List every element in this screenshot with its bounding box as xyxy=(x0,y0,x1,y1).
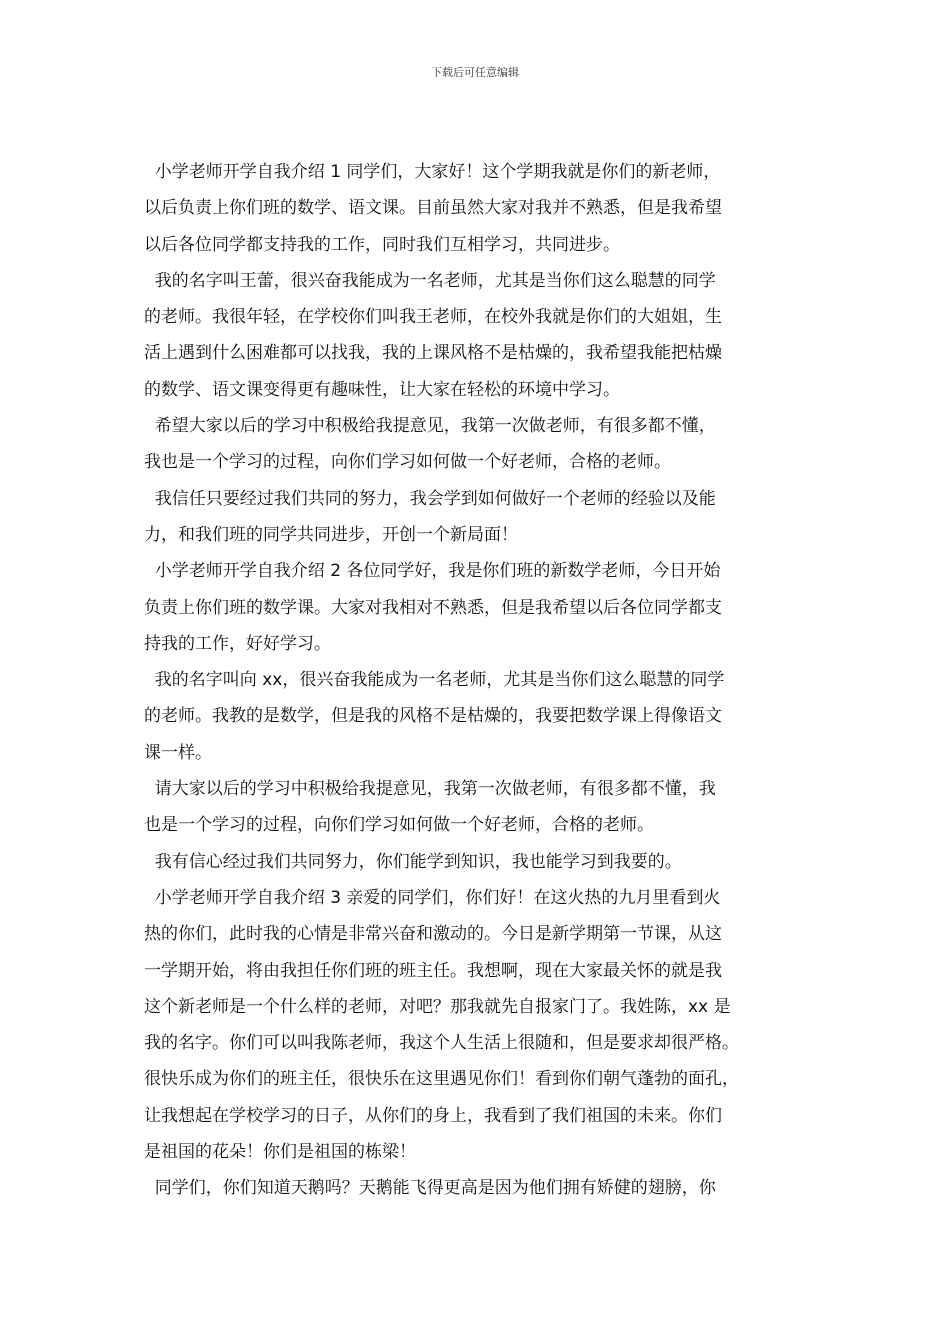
text-line: 负责上你们班的数学课。大家对我相对不熟悉，但是我希望以后各位同学都支 xyxy=(144,597,722,618)
text-line: 的数学、语文课变得更有趣味性，让大家在轻松的环境中学习。 xyxy=(144,379,620,400)
text-line: 课一样。 xyxy=(144,742,212,763)
text-line: 我有信心经过我们共同努力，你们能学到知识，我也能学习到我要的。 xyxy=(144,851,682,872)
text-line: 我的名字叫王蕾，很兴奋我能成为一名老师，尤其是当你们这么聪慧的同学 xyxy=(144,270,716,291)
text-line: 请大家以后的学习中积极给我提意见，我第一次做老师，有很多都不懂，我 xyxy=(144,779,716,800)
text-line: 我的名字。你们可以叫我陈老师，我这个人生活上很随和，但是要求却很严格。 xyxy=(144,1033,739,1054)
document-body xyxy=(144,154,806,1207)
text-line: 以后负责上你们班的数学、语文课。目前虽然大家对我并不熟悉，但是我希望 xyxy=(144,198,722,219)
text-line: 同学们，你们知道天鹅吗？天鹅能飞得更高是因为他们拥有矫健的翅膀，你 xyxy=(144,1178,716,1199)
text-line: 我信任只要经过我们共同的努力，我会学到如何做好一个老师的经验以及能 xyxy=(144,488,716,509)
text-line: 这个新老师是一个什么样的老师，对吧？那我就先自报家门了。我姓陈，xx 是 xyxy=(144,996,731,1017)
text-line: 持我的工作，好好学习。 xyxy=(144,633,331,654)
text-line: 小学老师开学自我介绍 3 亲爱的同学们，你们好！在这火热的九月里看到火 xyxy=(144,887,721,908)
text-line: 很快乐成为你们的班主任，很快乐在这里遇见你们！看到你们朝气蓬勃的面孔， xyxy=(144,1069,739,1090)
text-line: 我的名字叫向 xx，很兴奋我能成为一名老师，尤其是当你们这么聪慧的同学 xyxy=(144,670,725,691)
text-line: 也是一个学习的过程，向你们学习如何做一个好老师，合格的老师。 xyxy=(144,815,654,836)
page-header: 下载后可任意编辑 xyxy=(431,66,519,79)
text-line: 活上遇到什么困难都可以找我，我的上课风格不是枯燥的，我希望我能把枯燥 xyxy=(144,343,722,364)
text-line: 以后各位同学都支持我的工作，同时我们互相学习，共同进步。 xyxy=(144,234,620,255)
text-line: 小学老师开学自我介绍 2 各位同学好，我是你们班的新数学老师，今日开始 xyxy=(144,561,721,582)
text-line: 小学老师开学自我介绍 1 同学们，大家好！这个学期我就是你们的新老师， xyxy=(144,162,721,182)
text-line: 一学期开始，将由我担任你们班的班主任。我想啊，现在大家最关怀的就是我 xyxy=(144,960,722,981)
text-line: 是祖国的花朵！你们是祖国的栋梁！ xyxy=(144,1142,416,1163)
text-line: 热的你们，此时我的心情是非常兴奋和激动的。今日是新学期第一节课，从这 xyxy=(144,924,722,945)
text-line: 希望大家以后的学习中积极给我提意见，我第一次做老师，有很多都不懂， xyxy=(144,416,716,437)
text-line: 力，和我们班的同学共同进步，开创一个新局面！ xyxy=(144,524,518,545)
text-line: 让我想起在学校学习的日子，从你们的身上，我看到了我们祖国的未来。你们 xyxy=(144,1105,722,1126)
text-line: 的老师。我教的是数学，但是我的风格不是枯燥的，我要把数学课上得像语文 xyxy=(144,706,722,727)
text-line: 的老师。我很年轻，在学校你们叫我王老师，在校外我就是你们的大姐姐，生 xyxy=(144,307,722,328)
text-line: 我也是一个学习的过程，向你们学习如何做一个好老师，合格的老师。 xyxy=(144,452,671,473)
